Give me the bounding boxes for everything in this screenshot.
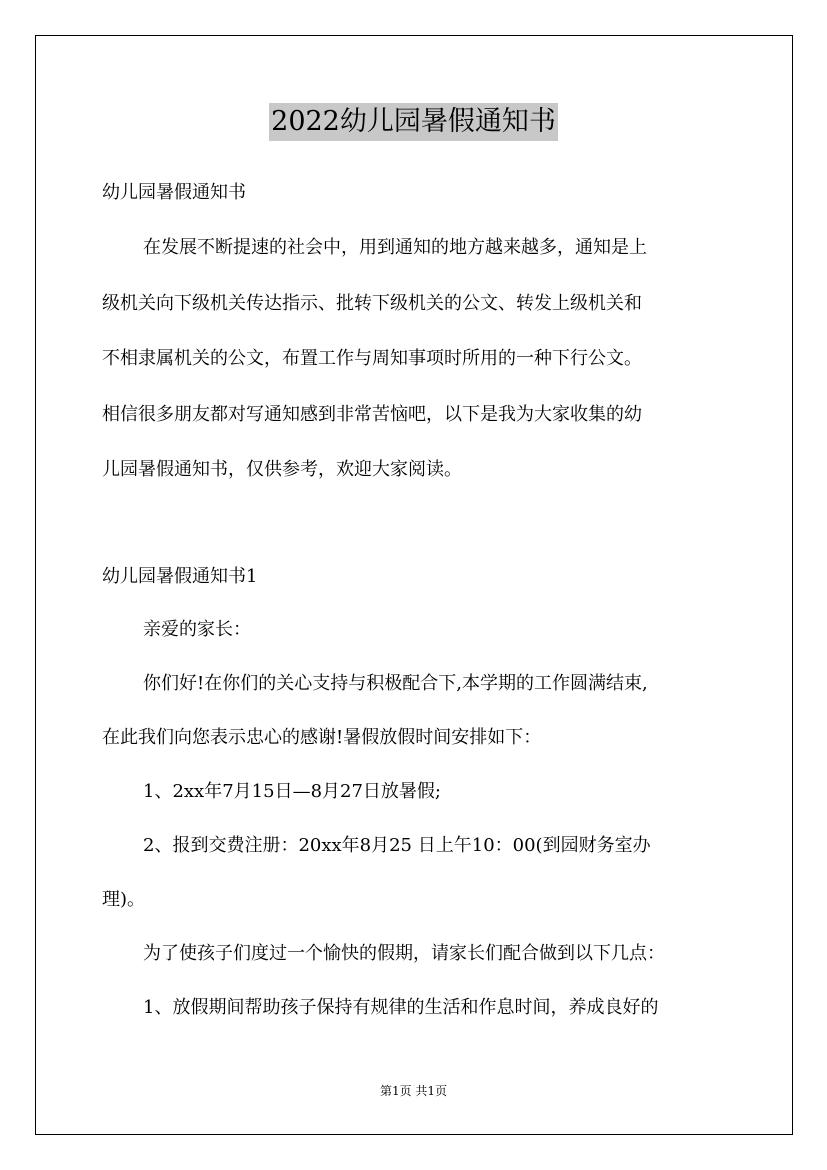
page-footer: 第1页 共1页	[379, 1084, 448, 1098]
body-paragraph-line: 你们好!在你们的关心支持与积极配合下,本学期的工作圆满结束,	[143, 673, 648, 694]
body-paragraph-line: 为了使孩子们度过一个愉快的假期，请家长们配合做到以下几点：	[143, 943, 665, 964]
request-item: 1、放假期间帮助孩子保持有规律的生活和作息时间，养成良好的	[143, 997, 659, 1018]
intro-paragraph-line: 在发展不断提速的社会中，用到通知的地方越来越多，通知是上	[143, 237, 647, 258]
section-heading: 幼儿园暑假通知书	[102, 182, 246, 203]
schedule-item: 1、2xx年7月15日—8月27日放暑假;	[143, 781, 441, 802]
intro-paragraph-line: 不相隶属机关的公文，布置工作与周知事项时所用的一种下行公文。	[102, 348, 642, 369]
intro-paragraph-line: 级机关向下级机关传达指示、批转下级机关的公文、转发上级机关和	[102, 293, 642, 314]
schedule-item: 2、报到交费注册：20xx年8月25 日上午10：00(到园财务室办	[143, 835, 651, 856]
intro-paragraph-line: 儿园暑假通知书，仅供参考，欢迎大家阅读。	[102, 459, 462, 480]
document-title-wrapper	[0, 103, 827, 141]
notice-heading: 幼儿园暑假通知书1	[102, 566, 258, 587]
intro-paragraph-line: 相信很多朋友都对写通知感到非常苦恼吧，以下是我为大家收集的幼	[102, 404, 642, 425]
body-paragraph-line: 在此我们向您表示忠心的感谢!暑假放假时间安排如下：	[102, 727, 542, 748]
document-title: 2022幼儿园暑假通知书	[269, 103, 558, 141]
schedule-item-continued: 理)。	[102, 889, 146, 910]
salutation: 亲爱的家长：	[143, 619, 251, 640]
